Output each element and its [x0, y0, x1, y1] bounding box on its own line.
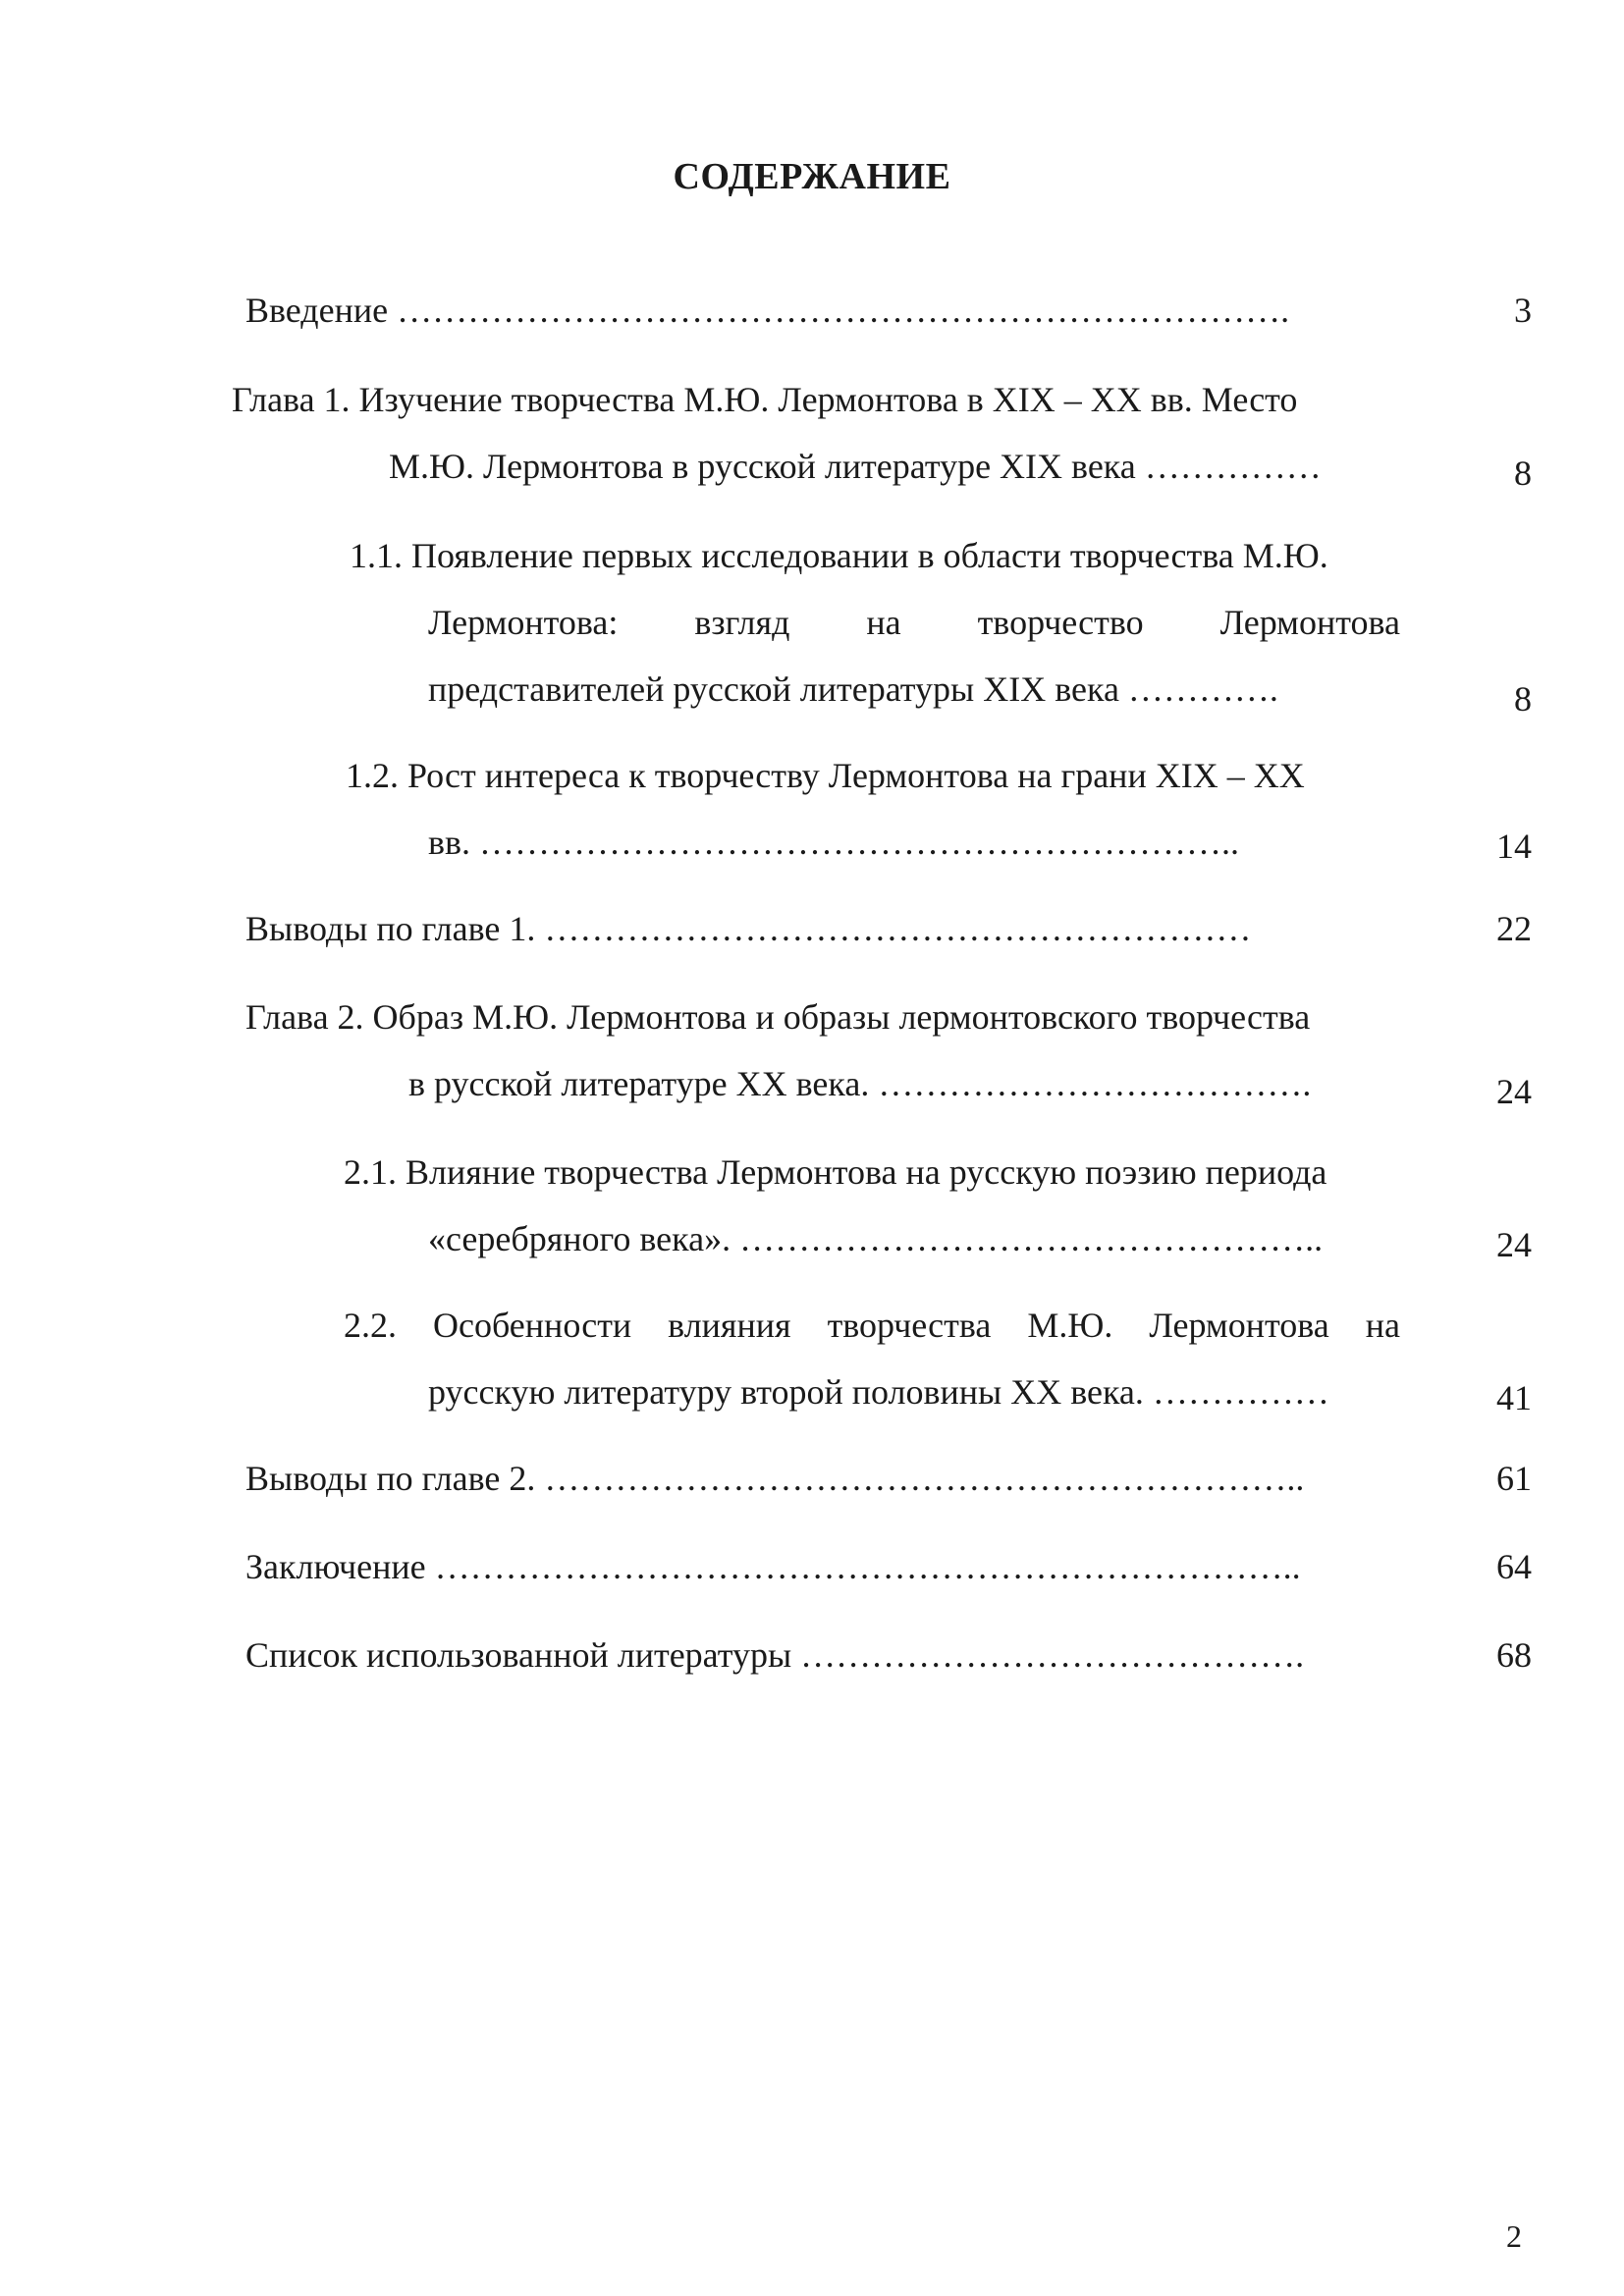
- toc-word: Лермонтова: [1149, 1306, 1329, 1345]
- toc-entry-chapter-2-line-1[interactable]: Глава 2. Образ М.Ю. Лермонтова и образы лермонтовского творчества: [245, 997, 1311, 1037]
- toc-page-conclusions-2: 61: [1496, 1459, 1532, 1498]
- toc-word: взгляд: [694, 603, 790, 642]
- toc-entry-section-1-2-line-2[interactable]: вв. ………………………………………………………..: [428, 823, 1239, 862]
- toc-entry-section-2-2-line-2[interactable]: русскую литературу второй половины XX века. ……………: [428, 1372, 1329, 1412]
- toc-word: Лермонтова: [1219, 603, 1400, 642]
- toc-entry-chapter-1-line-1[interactable]: Глава 1. Изучение творчества М.Ю. Лермонтова в XIX – XX вв. Место: [232, 380, 1298, 419]
- toc-entry-intro[interactable]: Введение ………………………………………………………………….: [245, 291, 1290, 330]
- toc-page-chapter-2: 24: [1496, 1072, 1532, 1111]
- toc-page-section-1-1: 8: [1514, 679, 1532, 719]
- toc-entry-section-1-1-line-3[interactable]: представителей русской литературы XIX века ………….: [428, 669, 1278, 709]
- page-title: СОДЕРЖАНИЕ: [673, 156, 951, 197]
- toc-word: М.Ю.: [1027, 1306, 1113, 1345]
- page-number: 2: [1506, 2218, 1522, 2254]
- toc-entry-conclusions-2[interactable]: Выводы по главе 2. ………………………………………………………..: [245, 1459, 1305, 1498]
- toc-page-bibliography: 68: [1496, 1635, 1532, 1675]
- toc-entry-section-2-1-line-1[interactable]: 2.1. Влияние творчества Лермонтова на русскую поэзию периода: [344, 1152, 1327, 1192]
- toc-entry-section-2-1-line-2[interactable]: «серебряного века». …………………………………………..: [428, 1219, 1324, 1258]
- toc-page-section-2-1: 24: [1496, 1225, 1532, 1264]
- toc-page-conclusion: 64: [1496, 1547, 1532, 1586]
- toc-word: на: [866, 603, 901, 642]
- toc-page-conclusions-1: 22: [1496, 909, 1532, 948]
- toc-word: Особенности: [432, 1306, 632, 1345]
- toc-page-chapter-1: 8: [1514, 454, 1532, 493]
- toc-page-intro: 3: [1514, 291, 1532, 330]
- toc-word: творчество: [977, 603, 1144, 642]
- toc-entry-section-1-1-line-1[interactable]: 1.1. Появление первых исследовании в области творчества М.Ю.: [350, 536, 1328, 575]
- toc-entry-section-1-1-line-2[interactable]: [428, 601, 1400, 644]
- toc-word: влияния: [668, 1306, 791, 1345]
- toc-entry-conclusions-1[interactable]: Выводы по главе 1. ……………………………………………………: [245, 909, 1252, 948]
- toc-entry-section-2-2-line-1[interactable]: [344, 1304, 1400, 1347]
- toc-entry-chapter-2-line-2[interactable]: в русской литературе XX века. ……………………………….: [408, 1064, 1312, 1103]
- toc-word: 2.2.: [344, 1306, 397, 1345]
- toc-entry-chapter-1-line-2[interactable]: М.Ю. Лермонтова в русской литературе XIX века ……………: [389, 447, 1322, 486]
- toc-word: творчества: [827, 1306, 992, 1345]
- toc-entry-bibliography[interactable]: Список использованной литературы …………………………………….: [245, 1635, 1305, 1675]
- toc-entry-section-1-2-line-1[interactable]: 1.2. Рост интереса к творчеству Лермонтова на грани XIX – XX: [346, 756, 1305, 795]
- toc-page-section-1-2: 14: [1496, 827, 1532, 866]
- toc-page-section-2-2: 41: [1496, 1378, 1532, 1417]
- toc-word: на: [1365, 1306, 1400, 1345]
- toc-word: Лермонтова:: [428, 603, 619, 642]
- toc-entry-conclusion[interactable]: Заключение ………………………………………………………………..: [245, 1547, 1301, 1586]
